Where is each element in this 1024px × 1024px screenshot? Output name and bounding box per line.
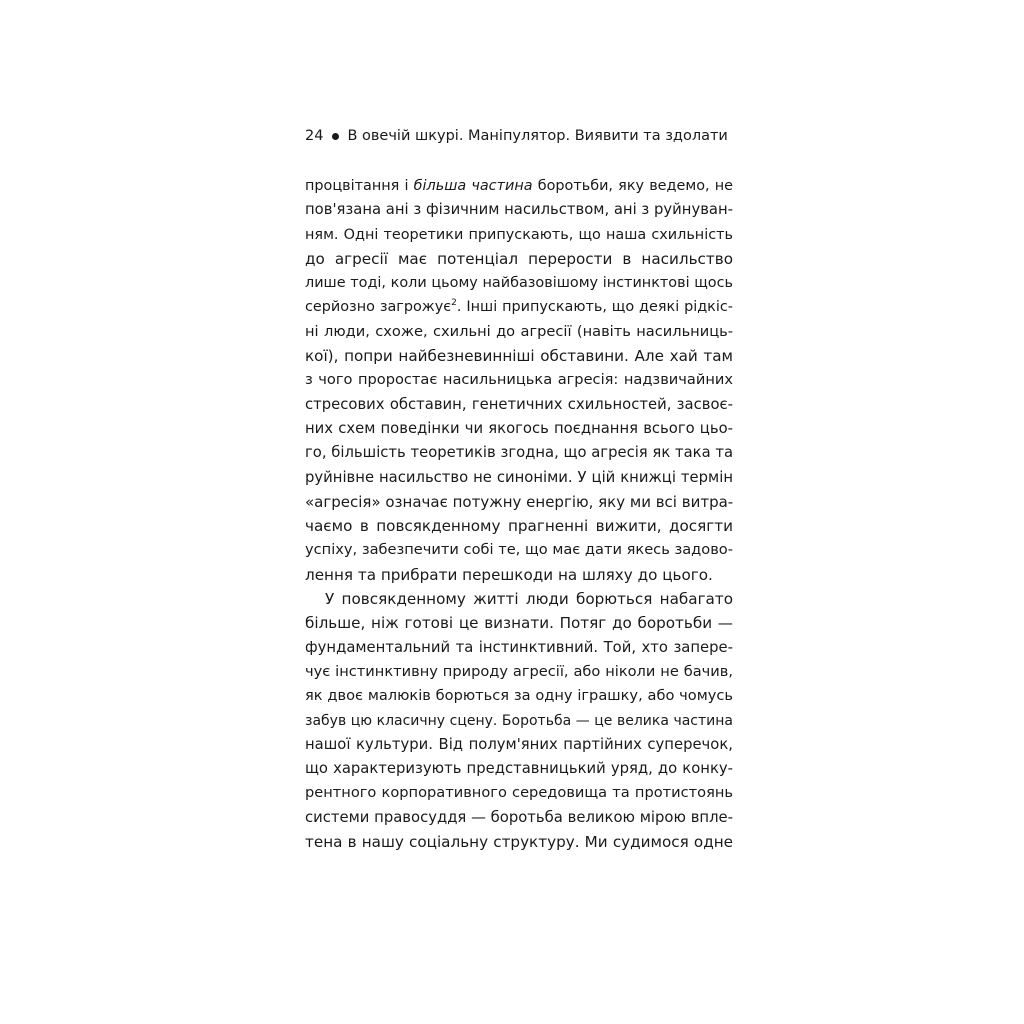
- running-head: [305, 126, 728, 146]
- text-line: «агресія» означає потужну енергію, яку ми всі витра-: [305, 492, 733, 511]
- text-line: лення та прибрати перешкоди на шляху до цього.: [305, 565, 713, 584]
- text-line: серйозно загрожує$^2$. Інші припускають, що деякі рідкіс-: [305, 298, 733, 316]
- text-line: руйнівне насильство не синоніми. У цій книжці термін: [305, 468, 733, 486]
- emphasis: більша частина: [413, 178, 533, 194]
- text-line: ні люди, схоже, схильні до агресії (навіть насильниць-: [305, 322, 733, 340]
- page-number: 24: [305, 128, 324, 144]
- text-line: кої), попри найбезневинніші обставини. Але хай там: [305, 347, 733, 366]
- text-line: стресових обставин, генетичних схильностей, засвоє-: [305, 395, 733, 413]
- text-line: процвітання і більша частина боротьби, яку ведемо, не: [305, 178, 733, 194]
- text-line: системи правосуддя — боротьба великою мірою вплe-: [305, 808, 733, 826]
- text-line: до агресії має потенціал перерости в насильство: [305, 249, 733, 268]
- text-line: нашої культури. Від полум'яних партійних суперечок,: [305, 735, 733, 753]
- body-text: [305, 174, 733, 854]
- text-line: як двоє малюків борються за одну іграшку, або чомусь: [305, 687, 733, 705]
- text-line: ням. Одні теоретики припускають, що наша схильність: [305, 226, 733, 243]
- text-line: чує інстинктивну природу агресії, або ніколи не бачив,: [305, 662, 733, 680]
- footnote-marker: 2: [451, 298, 457, 309]
- text-line: більше, ніж готові це визнати. Потяг до боротьби —: [305, 614, 733, 633]
- text-line: фундаментальний та інстинктивний. Той, хто запере-: [305, 638, 733, 656]
- text-line: чаємо в повсякденному прагненні вижити, досягти: [305, 517, 733, 536]
- text-line: пов'язана ані з фізичним насильством, ані з руйнуван-: [305, 201, 733, 219]
- text-line: них схем поведінки чи якогось поєднання всього цьо-: [305, 419, 733, 437]
- text-line: з чого проростає насильницька агресія: надзвичайних: [305, 371, 733, 389]
- text-line: що характеризують представницький уряд, до конку-: [305, 760, 733, 778]
- text-line: успіху, забезпечити собі те, що має дати якесь задово-: [305, 541, 733, 559]
- bullet-separator-icon: [332, 133, 339, 140]
- text-line: рентного корпоративного середовища та протистоянь: [305, 784, 733, 802]
- text-line: тена в нашу соціальну структуру. Ми судимося одне: [305, 833, 733, 852]
- text-line: лише тоді, коли цьому найбазовішому інстинктові щось: [305, 275, 733, 292]
- text-line: го, більшість теоретиків згодна, що агресія як така та: [305, 444, 733, 462]
- text-line: забув цю класичну сцену. Боротьба — це велика частина: [305, 712, 733, 729]
- running-title: В овечій шкурі. Маніпулятор. Виявити та здолати: [347, 128, 728, 144]
- paragraph-first-line: У повсякденному житті люди борються набагато: [325, 590, 733, 609]
